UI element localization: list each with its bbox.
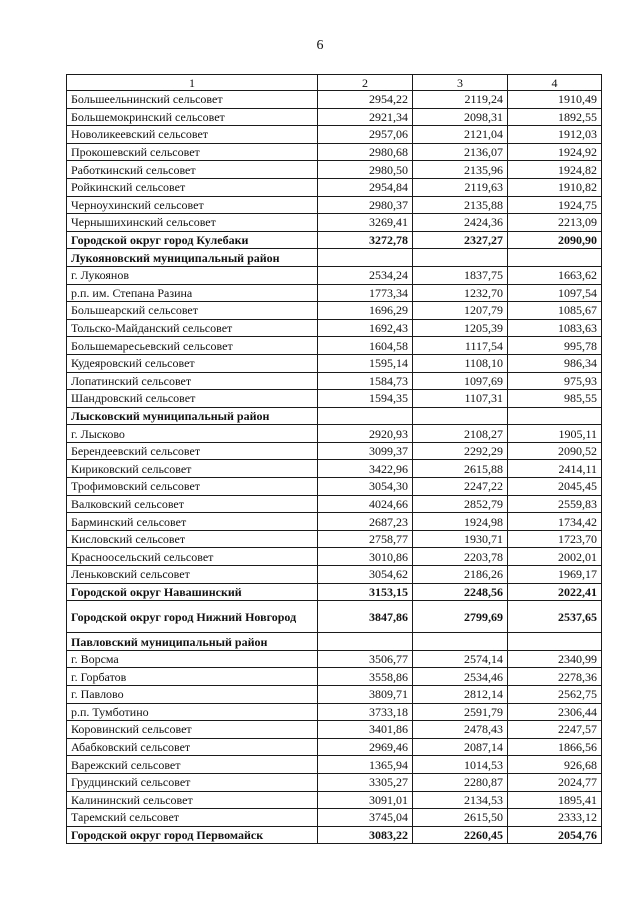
value-cell-c3: 2119,24 <box>413 91 508 109</box>
table-row <box>67 266 602 284</box>
value-cell-c2: 3745,04 <box>318 809 413 827</box>
value-cell-c4: 1085,67 <box>508 302 602 320</box>
row-name-cell: Берендеевский сельсовет <box>67 442 318 460</box>
row-name-cell: Абабковский сельсовет <box>67 738 318 756</box>
table-row <box>67 756 602 774</box>
row-name-cell: Коровинский сельсовет <box>67 721 318 739</box>
row-name-cell: Грудцинский сельсовет <box>67 773 318 791</box>
value-cell-c4: 1912,03 <box>508 126 602 144</box>
row-name-cell: Большемокринский сельсовет <box>67 108 318 126</box>
value-cell-c2: 2980,37 <box>318 196 413 214</box>
row-name-cell: Большемаресьевский сельсовет <box>67 337 318 355</box>
value-cell-c2: 2758,77 <box>318 530 413 548</box>
row-name-cell: Лукояновский муниципальный район <box>67 249 318 267</box>
value-cell-c3: 2248,56 <box>413 583 508 601</box>
value-cell-c2: 2969,46 <box>318 738 413 756</box>
value-cell-c3: 2852,79 <box>413 495 508 513</box>
value-cell-c4: 1895,41 <box>508 791 602 809</box>
value-cell-c3: 2186,26 <box>413 566 508 584</box>
value-cell-c2: 2687,23 <box>318 513 413 531</box>
value-cell-c4: 2340,99 <box>508 650 602 668</box>
value-cell-c2: 2920,93 <box>318 425 413 443</box>
row-name-cell: Тольско-Майданский сельсовет <box>67 319 318 337</box>
value-cell-c4: 1910,82 <box>508 178 602 196</box>
value-cell-c2: 3054,62 <box>318 566 413 584</box>
table-row <box>67 108 602 126</box>
value-cell-c3: 2260,45 <box>413 826 508 844</box>
value-cell-c2: 3272,78 <box>318 231 413 249</box>
row-name-cell: г. Ворсма <box>67 650 318 668</box>
value-cell-c2: 2954,22 <box>318 91 413 109</box>
table-row <box>67 703 602 721</box>
column-header-2: 2 <box>318 75 413 91</box>
value-cell-c3: 1014,53 <box>413 756 508 774</box>
value-cell-c3: 1108,10 <box>413 354 508 372</box>
row-name-cell: Городской округ Навашинский <box>67 583 318 601</box>
value-cell-c3: 2136,07 <box>413 143 508 161</box>
value-cell-c2: 1595,14 <box>318 354 413 372</box>
value-cell-c2: 3506,77 <box>318 650 413 668</box>
value-cell-c4: 986,34 <box>508 354 602 372</box>
value-cell-c3: 2478,43 <box>413 721 508 739</box>
table-row <box>67 319 602 337</box>
value-cell-c3: 1097,69 <box>413 372 508 390</box>
value-cell-c3 <box>413 249 508 267</box>
table-row <box>67 460 602 478</box>
value-cell-c4: 2054,76 <box>508 826 602 844</box>
row-name-cell: Работкинский сельсовет <box>67 161 318 179</box>
value-cell-c3 <box>413 633 508 651</box>
value-cell-c4: 2024,77 <box>508 773 602 791</box>
table-row <box>67 126 602 144</box>
table-row <box>67 566 602 584</box>
table-row-section <box>67 231 602 249</box>
table-row <box>67 425 602 443</box>
value-cell-c2: 3558,86 <box>318 668 413 686</box>
table-row <box>67 738 602 756</box>
table-row <box>67 495 602 513</box>
row-name-cell: Лысковский муниципальный район <box>67 407 318 425</box>
value-cell-c4: 2247,57 <box>508 721 602 739</box>
value-cell-c4: 975,93 <box>508 372 602 390</box>
row-name-cell: Ройкинский сельсовет <box>67 178 318 196</box>
value-cell-c4: 2559,83 <box>508 495 602 513</box>
value-cell-c4: 2306,44 <box>508 703 602 721</box>
table-row <box>67 513 602 531</box>
value-cell-c4: 1734,42 <box>508 513 602 531</box>
value-cell-c4: 2022,41 <box>508 583 602 601</box>
value-cell-c4: 2333,12 <box>508 809 602 827</box>
row-name-cell: Леньковский сельсовет <box>67 566 318 584</box>
table-row <box>67 178 602 196</box>
value-cell-c4 <box>508 633 602 651</box>
table-row <box>67 354 602 372</box>
row-name-cell: Валковский сельсовет <box>67 495 318 513</box>
value-cell-c2: 2534,24 <box>318 266 413 284</box>
value-cell-c2 <box>318 407 413 425</box>
value-cell-c2: 1773,34 <box>318 284 413 302</box>
value-cell-c4: 985,55 <box>508 390 602 408</box>
table-row <box>67 372 602 390</box>
row-name-cell: Варежский сельсовет <box>67 756 318 774</box>
value-cell-c4: 1924,82 <box>508 161 602 179</box>
value-cell-c3: 2247,22 <box>413 478 508 496</box>
value-cell-c3: 2098,31 <box>413 108 508 126</box>
value-cell-c3: 1107,31 <box>413 390 508 408</box>
table-row <box>67 337 602 355</box>
value-cell-c3: 2121,04 <box>413 126 508 144</box>
value-cell-c2 <box>318 633 413 651</box>
table-row-section <box>67 249 602 267</box>
table-row-section <box>67 601 602 633</box>
table-row <box>67 442 602 460</box>
table-row <box>67 809 602 827</box>
value-cell-c2: 1604,58 <box>318 337 413 355</box>
row-name-cell: Калининский сельсовет <box>67 791 318 809</box>
row-name-cell: Шандровский сельсовет <box>67 390 318 408</box>
value-cell-c4: 2414,11 <box>508 460 602 478</box>
value-cell-c3: 1232,70 <box>413 284 508 302</box>
table-row <box>67 284 602 302</box>
table-row <box>67 196 602 214</box>
value-cell-c3: 2534,46 <box>413 668 508 686</box>
table-header-row <box>67 75 602 91</box>
row-name-cell: Большеарский сельсовет <box>67 302 318 320</box>
value-cell-c3: 1207,79 <box>413 302 508 320</box>
value-cell-c4: 1723,70 <box>508 530 602 548</box>
value-cell-c2: 1692,43 <box>318 319 413 337</box>
row-name-cell: Лопатинский сельсовет <box>67 372 318 390</box>
row-name-cell: Городской округ город Нижний Новгород <box>67 601 318 633</box>
table-row <box>67 91 602 109</box>
value-cell-c2: 3422,96 <box>318 460 413 478</box>
table-row <box>67 530 602 548</box>
value-cell-c4: 1866,56 <box>508 738 602 756</box>
row-name-cell: Красноосельский сельсовет <box>67 548 318 566</box>
value-cell-c2: 3054,30 <box>318 478 413 496</box>
value-cell-c3: 2135,88 <box>413 196 508 214</box>
table-row <box>67 214 602 232</box>
value-cell-c3: 2591,79 <box>413 703 508 721</box>
row-name-cell: г. Лукоянов <box>67 266 318 284</box>
table-row <box>67 791 602 809</box>
value-cell-c2: 3847,86 <box>318 601 413 633</box>
value-cell-c3: 1930,71 <box>413 530 508 548</box>
value-cell-c2 <box>318 249 413 267</box>
column-header-4: 4 <box>508 75 602 91</box>
table-row <box>67 668 602 686</box>
table-row <box>67 390 602 408</box>
value-cell-c4: 2045,45 <box>508 478 602 496</box>
value-cell-c3: 2203,78 <box>413 548 508 566</box>
value-cell-c3: 2574,14 <box>413 650 508 668</box>
row-name-cell: Городской округ город Кулебаки <box>67 231 318 249</box>
value-cell-c4: 1083,63 <box>508 319 602 337</box>
value-cell-c4: 2002,01 <box>508 548 602 566</box>
value-cell-c2: 2954,84 <box>318 178 413 196</box>
value-cell-c4: 1905,11 <box>508 425 602 443</box>
value-cell-c4: 1910,49 <box>508 91 602 109</box>
table-row <box>67 773 602 791</box>
value-cell-c4: 2537,65 <box>508 601 602 633</box>
value-cell-c4: 1097,54 <box>508 284 602 302</box>
table-row <box>67 650 602 668</box>
value-cell-c4 <box>508 249 602 267</box>
value-cell-c2: 3099,37 <box>318 442 413 460</box>
value-cell-c2: 3010,86 <box>318 548 413 566</box>
value-cell-c3: 2119,63 <box>413 178 508 196</box>
value-cell-c4: 995,78 <box>508 337 602 355</box>
value-cell-c4: 926,68 <box>508 756 602 774</box>
value-cell-c3: 2135,96 <box>413 161 508 179</box>
value-cell-c3: 2327,27 <box>413 231 508 249</box>
value-cell-c3: 2087,14 <box>413 738 508 756</box>
value-cell-c2: 2957,06 <box>318 126 413 144</box>
value-cell-c4: 2278,36 <box>508 668 602 686</box>
value-cell-c3: 2615,88 <box>413 460 508 478</box>
value-cell-c3: 1924,98 <box>413 513 508 531</box>
row-name-cell: Чернышихинский сельсовет <box>67 214 318 232</box>
table-row <box>67 721 602 739</box>
value-cell-c2: 3091,01 <box>318 791 413 809</box>
row-name-cell: Кисловский сельсовет <box>67 530 318 548</box>
value-cell-c3: 2424,36 <box>413 214 508 232</box>
value-cell-c2: 3401,86 <box>318 721 413 739</box>
value-cell-c2: 1584,73 <box>318 372 413 390</box>
value-cell-c3: 2292,29 <box>413 442 508 460</box>
row-name-cell: р.п. Тумботино <box>67 703 318 721</box>
row-name-cell: р.п. им. Степана Разина <box>67 284 318 302</box>
value-cell-c3: 1837,75 <box>413 266 508 284</box>
page-number: 6 <box>316 38 324 53</box>
table-row-section <box>67 826 602 844</box>
value-cell-c3: 1117,54 <box>413 337 508 355</box>
value-cell-c2: 3083,22 <box>318 826 413 844</box>
value-cell-c4: 1924,92 <box>508 143 602 161</box>
table-row <box>67 143 602 161</box>
value-cell-c2: 1594,35 <box>318 390 413 408</box>
table-row <box>67 686 602 704</box>
value-cell-c3: 2108,27 <box>413 425 508 443</box>
row-name-cell: Барминский сельсовет <box>67 513 318 531</box>
table-row <box>67 302 602 320</box>
value-cell-c2: 1365,94 <box>318 756 413 774</box>
value-cell-c2: 3269,41 <box>318 214 413 232</box>
value-cell-c4: 2562,75 <box>508 686 602 704</box>
value-cell-c2: 2921,34 <box>318 108 413 126</box>
table-body <box>67 91 602 844</box>
value-cell-c2: 3809,71 <box>318 686 413 704</box>
value-cell-c3: 1205,39 <box>413 319 508 337</box>
row-name-cell: Городской округ город Первомайск <box>67 826 318 844</box>
row-name-cell: Черноухинский сельсовет <box>67 196 318 214</box>
row-name-cell: Кудеяровский сельсовет <box>67 354 318 372</box>
value-cell-c2: 3733,18 <box>318 703 413 721</box>
row-name-cell: Трофимовский сельсовет <box>67 478 318 496</box>
column-header-3: 3 <box>413 75 508 91</box>
table-row <box>67 548 602 566</box>
value-cell-c4: 2090,90 <box>508 231 602 249</box>
row-name-cell: Новоликеевский сельсовет <box>67 126 318 144</box>
row-name-cell: г. Горбатов <box>67 668 318 686</box>
value-cell-c4 <box>508 407 602 425</box>
value-cell-c3: 2812,14 <box>413 686 508 704</box>
row-name-cell: г. Лысково <box>67 425 318 443</box>
value-cell-c4: 1969,17 <box>508 566 602 584</box>
value-cell-c4: 1892,55 <box>508 108 602 126</box>
row-name-cell: г. Павлово <box>67 686 318 704</box>
value-cell-c3: 2280,87 <box>413 773 508 791</box>
row-name-cell: Таремский сельсовет <box>67 809 318 827</box>
row-name-cell: Большеельнинский сельсовет <box>67 91 318 109</box>
data-table <box>66 74 602 844</box>
value-cell-c2: 3305,27 <box>318 773 413 791</box>
column-header-1: 1 <box>67 75 318 91</box>
row-name-cell: Павловский муниципальный район <box>67 633 318 651</box>
value-cell-c3 <box>413 407 508 425</box>
table-row <box>67 478 602 496</box>
row-name-cell: Кириковский сельсовет <box>67 460 318 478</box>
value-cell-c4: 2213,09 <box>508 214 602 232</box>
table-row-section <box>67 407 602 425</box>
value-cell-c3: 2134,53 <box>413 791 508 809</box>
table-row-section <box>67 633 602 651</box>
value-cell-c2: 3153,15 <box>318 583 413 601</box>
table-row <box>67 161 602 179</box>
value-cell-c4: 2090,52 <box>508 442 602 460</box>
value-cell-c2: 2980,50 <box>318 161 413 179</box>
value-cell-c3: 2799,69 <box>413 601 508 633</box>
value-cell-c4: 1924,75 <box>508 196 602 214</box>
value-cell-c2: 1696,29 <box>318 302 413 320</box>
table-row-section <box>67 583 602 601</box>
value-cell-c4: 1663,62 <box>508 266 602 284</box>
value-cell-c3: 2615,50 <box>413 809 508 827</box>
row-name-cell: Прокошевский сельсовет <box>67 143 318 161</box>
value-cell-c2: 2980,68 <box>318 143 413 161</box>
value-cell-c2: 4024,66 <box>318 495 413 513</box>
